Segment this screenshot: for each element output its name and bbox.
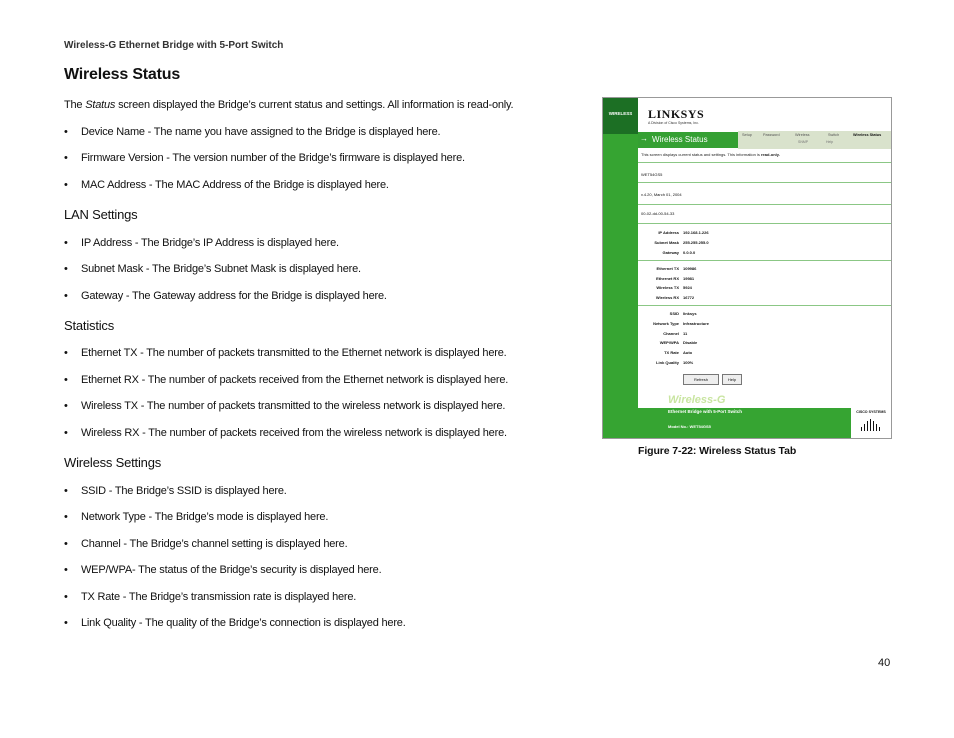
fig-row-value: 5924 (683, 285, 692, 291)
bullet-glyph: • (64, 511, 68, 523)
list-item (64, 179, 389, 191)
fig-row-value: 11 (683, 330, 688, 336)
list-item (64, 290, 387, 302)
intro-after: screen displayed the Bridge’s current status and settings. All information is read-only. (115, 99, 514, 111)
bullet-text: Channel - The Bridge’s channel setting is displayed here. (81, 538, 348, 550)
fig-side-label-wireless: Wireless Settings (871, 309, 888, 319)
fig-subtab-help[interactable]: Help (826, 140, 834, 144)
fig-side-label-firmware: Firmware Version (870, 190, 888, 200)
bullet-text: Wireless RX - The number of packets received from the wireless network is displayed here. (81, 427, 507, 439)
fig-intro-bold: read-only. (761, 152, 780, 157)
fig-footer (638, 394, 891, 438)
fig-divider (638, 305, 891, 306)
bullet-glyph: • (64, 126, 68, 138)
linksys-logo-sub: A Division of Cisco Systems, Inc. (648, 121, 699, 125)
fig-side-label-statistics: Statistics (870, 265, 888, 270)
fig-intro (641, 152, 780, 157)
bullet-glyph: • (64, 400, 68, 412)
cisco-logo (851, 406, 891, 438)
cisco-bars-icon (861, 419, 881, 431)
list-item (64, 511, 328, 523)
fig-row-label: SSID (669, 311, 679, 316)
page-title: Wireless Status (64, 66, 181, 83)
fig-tab-wireless[interactable]: Wireless (795, 133, 810, 137)
fig-divider (638, 260, 891, 261)
fig-row-label: Gateway (662, 250, 679, 255)
fig-row-value: Disable (683, 340, 698, 346)
fig-side-label-device: Device Name (863, 173, 888, 178)
bullet-text: SSID - The Bridge’s SSID is displayed here. (81, 485, 287, 497)
fig-tab-wireless-status[interactable]: Wireless Status (853, 133, 882, 137)
linksys-logo: LINKSYS (648, 107, 705, 121)
bullet-text: TX Rate - The Bridge’s transmission rate is displayed here. (81, 591, 357, 603)
bullet-glyph: • (64, 290, 68, 302)
fig-row-label: TX Rate (664, 350, 679, 356)
bullet-glyph: • (64, 617, 68, 629)
fig-row-label: Channel (663, 330, 679, 336)
fig-tab-setup[interactable]: Setup (742, 133, 752, 137)
fig-row-label: WEP/WPA (659, 340, 679, 346)
list-item (64, 538, 347, 550)
list-item (64, 374, 508, 386)
fig-row-value: 19981 (683, 275, 695, 281)
fig-row-label: Network Type (653, 320, 679, 326)
fig-device-name: WET54GS5 (641, 172, 663, 177)
list-item (64, 617, 406, 629)
bullet-text: Ethernet RX - The number of packets received from the Ethernet network is displayed here. (81, 374, 509, 386)
fig-side-label-lan: LAN Settings (862, 231, 888, 236)
intro-paragraph (64, 99, 513, 111)
bullet-text: Subnet Mask - The Bridge’s Subnet Mask is displayed here. (81, 263, 361, 275)
bullet-text: Ethernet TX - The number of packets transmitted to the Ethernet network is displayed here. (81, 347, 507, 359)
fig-row-value: 255.255.255.0 (683, 240, 709, 245)
refresh-button[interactable]: Refresh (683, 374, 719, 385)
bullet-text: MAC Address - The MAC Address of the Bridge is displayed here. (81, 179, 389, 191)
figure-wireless-status-screenshot (602, 97, 892, 439)
fig-tab-switch[interactable]: Switch (828, 133, 840, 137)
fig-divider (638, 204, 891, 205)
fig-row-value: 100% (683, 360, 694, 365)
fig-sidebar-top (603, 98, 638, 134)
fig-divider (638, 182, 891, 183)
bullet-glyph: • (64, 538, 68, 550)
list-item (64, 347, 507, 359)
section-heading-wireless: Wireless Settings (64, 455, 162, 470)
arrow-icon: → (640, 134, 648, 143)
list-item (64, 400, 505, 412)
bullet-glyph: • (64, 152, 68, 164)
bullet-glyph: • (64, 427, 68, 439)
fig-firmware: v.4.20, March 01, 2004 (641, 192, 682, 197)
fig-row-label: Link Quality (656, 360, 679, 365)
fig-row-value: 0.0.0.0 (683, 250, 696, 255)
fig-tab-password[interactable]: Password (763, 133, 780, 137)
list-item (64, 126, 440, 138)
figure-caption: Figure 7-22: Wireless Status Tab (638, 445, 797, 457)
fig-tab-bar (738, 131, 891, 149)
bullet-text: Wireless TX - The number of packets transmitted to the wireless network is displayed here. (81, 400, 506, 412)
fig-row-value: 16772 (683, 295, 695, 301)
fig-titlebar (638, 132, 891, 148)
fig-row-value: linksys (683, 311, 697, 316)
fig-sidebar (603, 98, 638, 438)
list-item (64, 564, 381, 576)
fig-row-value: 109986 (683, 266, 697, 271)
bullet-glyph: • (64, 347, 68, 359)
fig-row-value: Infrastructure (683, 320, 710, 326)
bullet-text: Firmware Version - The version number of the Bridge’s firmware is displayed here. (81, 152, 465, 164)
fig-header (638, 98, 891, 132)
list-item (64, 263, 361, 275)
page-number: 40 (878, 657, 891, 669)
bullet-text: WEP/WPA- The status of the Bridge’s security is displayed here. (81, 564, 382, 576)
wireless-g-brand: Wireless-G (668, 394, 726, 406)
intro-before: The (64, 99, 86, 111)
bullet-glyph: • (64, 179, 68, 191)
bullet-glyph: • (64, 237, 68, 249)
bullet-text: Network Type - The Bridge’s mode is displayed here. (81, 511, 329, 523)
running-header: Wireless-G Ethernet Bridge with 5-Port Switch (64, 40, 284, 51)
cisco-logo-text: CISCO SYSTEMS (856, 410, 886, 414)
list-item (64, 591, 356, 603)
fig-row-value: Auto (683, 350, 693, 356)
list-item (64, 427, 507, 439)
intro-emphasis: Status (85, 99, 116, 111)
fig-row-value: 192.168.1.226 (683, 230, 709, 235)
fig-footer-branding (668, 394, 848, 438)
bullet-text: IP Address - The Bridge’s IP Address is displayed here. (81, 237, 339, 249)
fig-row-label: Wireless TX (656, 285, 679, 291)
section-heading-statistics: Statistics (64, 318, 115, 333)
help-button[interactable]: Help (722, 374, 742, 385)
fig-row-label: Subnet Mask (654, 240, 679, 245)
bullet-glyph: • (64, 374, 68, 386)
bullet-glyph: • (64, 263, 68, 275)
fig-divider (638, 162, 891, 163)
fig-intro-text: This screen displays current status and settings. This information is (641, 152, 760, 157)
bullet-glyph: • (64, 485, 68, 497)
fig-model-number: Model No.: WET54GS5 (668, 424, 711, 429)
list-item (64, 237, 339, 249)
bullet-text: Link Quality - The quality of the Bridge’s connection is displayed here. (81, 617, 406, 629)
bullet-text: Gateway - The Gateway address for the Bridge is displayed here. (81, 290, 387, 302)
bullet-text: Device Name - The name you have assigned to the Bridge is displayed here. (81, 126, 441, 138)
fig-divider (638, 223, 891, 224)
list-item (64, 152, 465, 164)
bullet-glyph: • (64, 591, 68, 603)
fig-subtab-snmp[interactable]: SNMP (798, 140, 809, 144)
fig-row-label: IP Address (658, 230, 679, 235)
fig-row-label: Ethernet RX (656, 275, 679, 281)
fig-sidebar-title: WIRELESS (608, 111, 633, 116)
fig-footer-line: Ethernet Bridge with 5-Port Switch (668, 409, 743, 414)
bullet-glyph: • (64, 564, 68, 576)
list-item (64, 485, 287, 497)
section-heading-lan: LAN Settings (64, 207, 138, 222)
fig-section-title: Wireless Status (652, 135, 708, 144)
fig-row-label: Ethernet TX (656, 266, 679, 271)
fig-side-label-mac: MAC Address (861, 212, 888, 217)
fig-content (638, 148, 891, 408)
fig-mac: 00-02-dd-00-54-33 (641, 211, 675, 216)
fig-row-label: Wireless RX (655, 295, 679, 301)
